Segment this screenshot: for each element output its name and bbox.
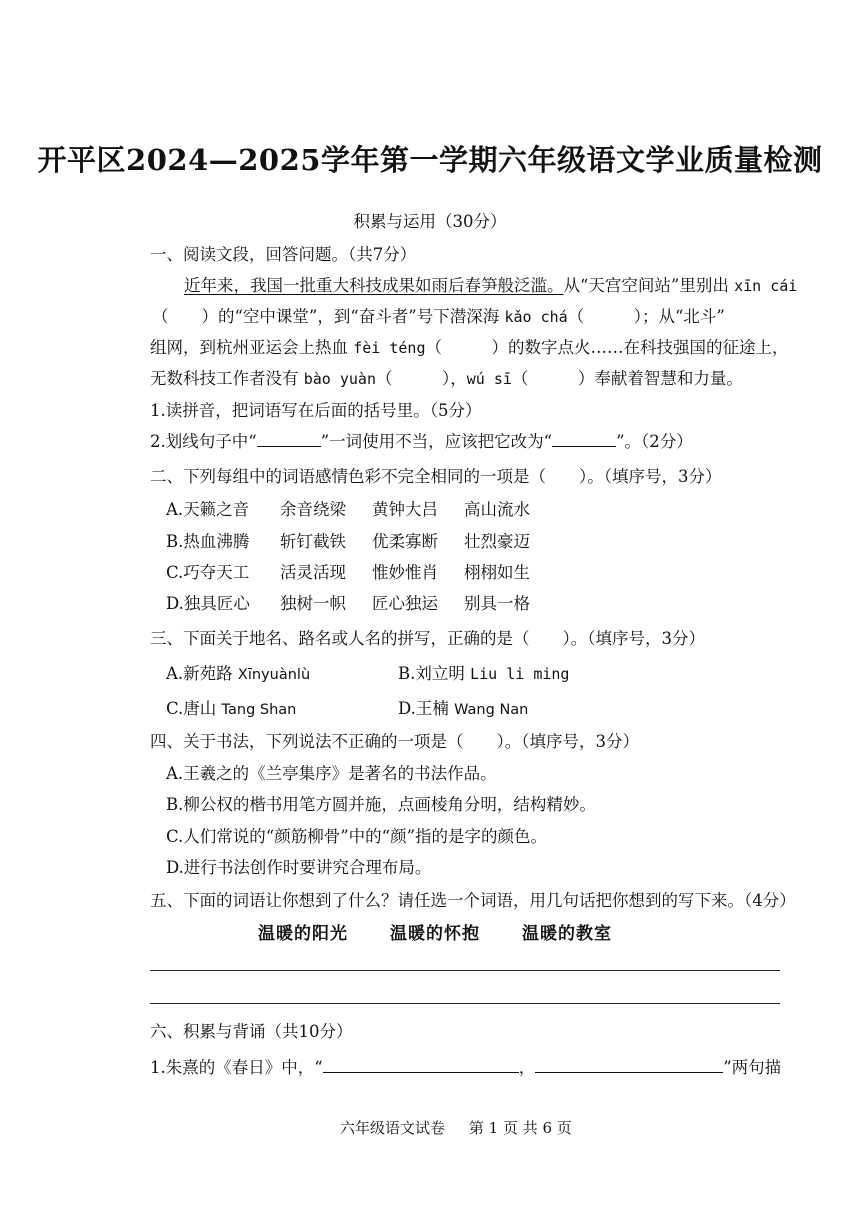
word-option: 温暖的怀抱 — [390, 924, 480, 944]
writing-line[interactable] — [150, 1003, 780, 1004]
option-word: 惟妙惟肖 — [372, 563, 438, 582]
option-pinyin: Xīnyuànlù — [237, 667, 311, 683]
option-word: 余音绕梁 — [280, 500, 346, 519]
sub2-text: ”。（2分） — [616, 432, 693, 451]
q3-option-c — [166, 697, 296, 722]
q1-sub2 — [150, 430, 693, 454]
answer-blank[interactable] — [257, 432, 321, 447]
option-word: 高山流水 — [464, 500, 530, 519]
option-word: 斩钉截铁 — [280, 532, 346, 551]
passage-text: （ ）；从“北斗” — [567, 307, 725, 326]
q1-passage-line1 — [184, 274, 797, 298]
pinyin-wusi: wú sī — [466, 370, 512, 388]
option-word: 活灵活现 — [280, 563, 346, 582]
answer-blank[interactable] — [552, 432, 616, 447]
q5-heading: 五、下面的词语让你想到了什么？请任选一个词语，用几句话把你想到的写下来。（4分） — [150, 891, 796, 910]
word-option: 温暖的教室 — [522, 924, 612, 944]
option-word: 黄钟大吕 — [372, 500, 438, 519]
q1-passage-line3 — [150, 336, 789, 360]
answer-blank[interactable] — [535, 1058, 723, 1073]
passage-text: 从“天宫空间站”里别出 — [563, 276, 729, 295]
part1-title: 积累与运用（30分） — [353, 212, 507, 231]
option-label: D.王楠 — [398, 699, 449, 718]
passage-text: （ ）奉献着智慧和力量。 — [511, 369, 743, 388]
sub1-text: ， — [518, 1058, 536, 1077]
q5-words — [258, 922, 654, 946]
option-label: C.唐山 — [166, 699, 217, 718]
q6-sub1 — [150, 1056, 781, 1080]
sub1-text: ”两句描 — [723, 1058, 782, 1077]
q4-option-c: C.人们常说的“颜筋柳骨”中的“颜”指的是字的颜色。 — [166, 827, 548, 846]
option-label: B.热血沸腾 — [166, 532, 250, 551]
q4-option-b: B.柳公权的楷书用笔方圆并施，点画棱角分明，结构精妙。 — [166, 795, 596, 814]
option-word: 独树一帜 — [280, 594, 346, 613]
option-pinyin: Tang Shan — [221, 702, 297, 718]
pinyin-xincai: xīn cái — [734, 277, 798, 295]
q2-heading: 二、下列每组中的词语感情色彩不完全相同的一项是（ ）。（填序号，3分） — [150, 467, 722, 486]
q1-heading: 一、阅读文段，回答问题。（共7分） — [150, 245, 417, 264]
passage-text: （ ）， — [376, 369, 467, 388]
q3-heading: 三、下面关于地名、路名或人名的拼写，正确的是（ ）。（填序号，3分） — [150, 629, 705, 648]
passage-text: （ ）的数字点火……在科技强国的征途上， — [425, 338, 789, 357]
sub2-text: 2.划线句子中“ — [150, 432, 257, 451]
q3-option-a — [166, 662, 310, 687]
pinyin-baoyuan: bào yuàn — [303, 370, 376, 388]
option-label: C.巧夺天工 — [166, 563, 250, 582]
q6-heading: 六、积累与背诵（共10分） — [150, 1022, 353, 1041]
option-label: A.新苑路 — [166, 664, 233, 683]
option-word: 匠心独运 — [372, 594, 438, 613]
q4-heading: 四、关于书法，下列说法不正确的一项是（ ）。（填序号，3分） — [150, 732, 639, 751]
answer-blank[interactable] — [323, 1058, 519, 1073]
q3-option-d — [398, 697, 528, 722]
underlined-sentence: 近年来，我国一批重大科技成果如雨后春笋般泛滥。 — [184, 276, 564, 295]
option-pinyin: Wang Nan — [454, 702, 529, 718]
option-word: 壮烈豪迈 — [464, 532, 530, 551]
option-word: 别具一格 — [464, 594, 530, 613]
q1-sub1: 1.读拼音，把词语写在后面的括号里。（5分） — [150, 401, 482, 420]
pinyin-feiteng: fèi téng — [353, 339, 426, 357]
option-label: B.刘立明 — [398, 664, 465, 683]
q3-option-b — [398, 662, 569, 686]
q1-passage-line4 — [150, 367, 743, 391]
footer-page-number: 第 1 页 共 6 页 — [468, 1119, 572, 1137]
q4-option-a: A.王羲之的《兰亭集序》是著名的书法作品。 — [166, 764, 497, 783]
q1-passage-line2 — [152, 305, 725, 329]
footer — [340, 1116, 572, 1140]
word-option: 温暖的阳光 — [258, 924, 348, 944]
writing-line[interactable] — [150, 970, 780, 971]
option-word: 栩栩如生 — [464, 563, 530, 582]
passage-text: （ ）的“空中课堂”，到“奋斗者”号下潜深海 — [152, 307, 500, 326]
sub1-text: 1.朱熹的《春日》中，“ — [150, 1058, 323, 1077]
passage-text: 无数科技工作者没有 — [150, 369, 299, 388]
passage-text: 组网，到杭州亚运会上热血 — [150, 338, 348, 357]
option-word: 优柔寡断 — [372, 532, 438, 551]
pinyin-kaocha: kǎo chá — [504, 308, 568, 326]
option-label: D.独具匠心 — [166, 594, 250, 613]
option-pinyin: Liu li ming — [470, 665, 570, 683]
exam-title: 开平区2024—2025学年第一学期六年级语文学业质量检测 — [37, 143, 823, 177]
footer-paper: 六年级语文试卷 — [340, 1119, 446, 1137]
option-label: A.天籁之音 — [166, 500, 250, 519]
sub2-text: ”一词使用不当，应该把它改为“ — [320, 432, 553, 451]
q4-option-d: D.进行书法创作时要讲究合理布局。 — [166, 858, 432, 877]
